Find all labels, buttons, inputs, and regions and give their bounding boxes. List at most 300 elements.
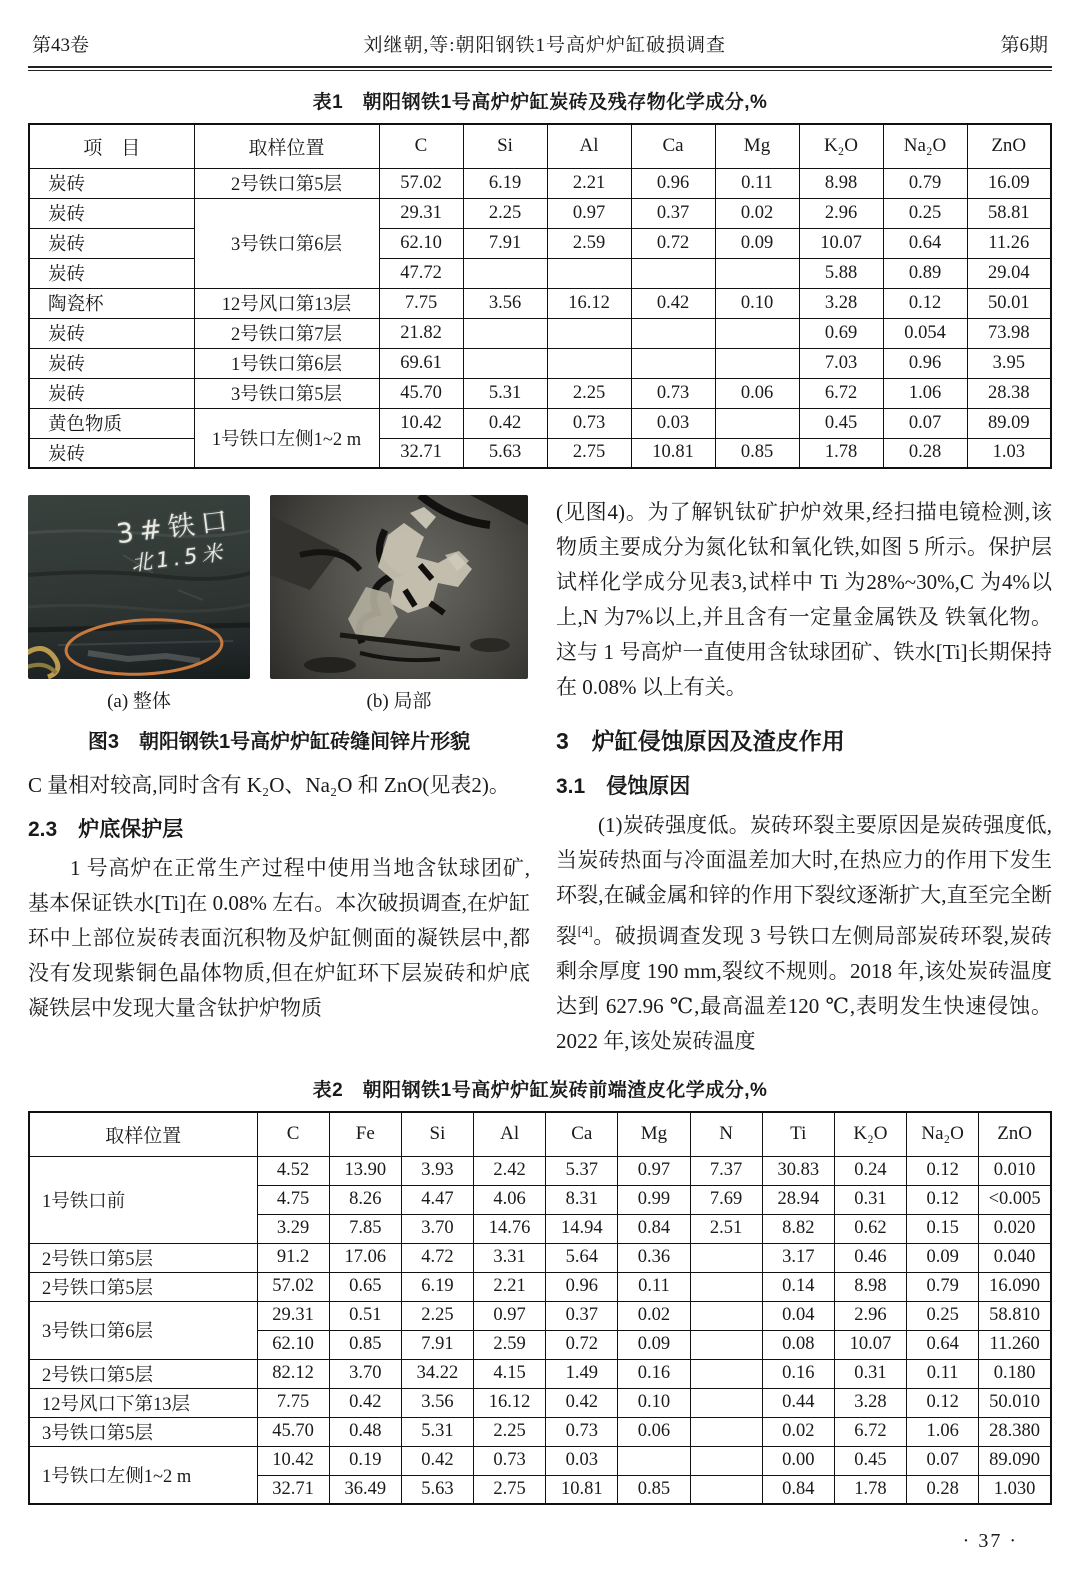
cell: 0.72 [631,228,715,258]
cell: 黄色物质 [29,408,194,438]
cell: 50.010 [979,1388,1051,1417]
column-header: Ca [546,1112,618,1156]
cell: 0.28 [907,1475,979,1504]
cell: 2.75 [474,1475,546,1504]
cell [690,1446,762,1475]
cell [547,258,631,288]
left-column [28,495,530,1059]
cell: 7.37 [690,1156,762,1185]
figure3-photo-overall [28,495,250,679]
cell: 5.63 [463,438,547,468]
cell: 0.25 [907,1301,979,1330]
cell: 0.37 [546,1301,618,1330]
column-header: K₂O [799,124,883,168]
cell [547,318,631,348]
table1-caption: 表1 朝阳钢铁1号高炉炉缸炭砖及残存物化学成分,% [312,92,768,113]
table-row [29,1417,1051,1446]
cell: 32.71 [257,1475,329,1504]
table-row [29,1243,1051,1272]
cell: 0.45 [834,1446,906,1475]
cell: 0.65 [329,1272,401,1301]
cell: 7.75 [379,288,463,318]
cell: 0.97 [474,1301,546,1330]
cell: 12号风口第13层 [194,288,379,318]
chalk-line2: 北1.5米 [130,540,228,576]
cell: 3.17 [762,1243,834,1272]
photo-b-texture [270,495,528,679]
cell: 0.10 [618,1388,690,1417]
column-header: ZnO [967,124,1051,168]
cell: 3.56 [401,1388,473,1417]
table-row [29,198,1051,228]
cell: 2.96 [834,1301,906,1330]
right-column [556,495,1052,1059]
cell: 1.49 [546,1359,618,1388]
cell: 17.06 [329,1243,401,1272]
cell: 0.31 [834,1185,906,1214]
cell [463,258,547,288]
cell: 1.78 [799,438,883,468]
cell: 0.054 [883,318,967,348]
cell: 0.89 [883,258,967,288]
cell: 0.16 [762,1359,834,1388]
cell: 2号铁口第5层 [29,1272,257,1301]
cell [690,1330,762,1359]
cell [715,348,799,378]
cell: 1.78 [834,1475,906,1504]
cell: 0.79 [907,1272,979,1301]
cell: 29.31 [379,198,463,228]
column-header: Na₂O [883,124,967,168]
cell: 0.79 [883,168,967,198]
cell: 7.69 [690,1185,762,1214]
cell: 8.82 [762,1214,834,1243]
cell: 2.25 [401,1301,473,1330]
cell: 炭砖 [29,258,194,288]
cell: 0.45 [799,408,883,438]
cell: 14.94 [546,1214,618,1243]
heading-3-1: 3.1 侵蚀原因 [556,775,691,798]
cell: 14.76 [474,1214,546,1243]
cell: 11.26 [967,228,1051,258]
cell: 0.25 [883,198,967,228]
cell: 0.42 [329,1388,401,1417]
table-row [29,1359,1051,1388]
cell: 0.11 [715,168,799,198]
table-row [29,168,1051,198]
cell: 28.380 [979,1417,1051,1446]
cell: 0.16 [618,1359,690,1388]
column-header: N [690,1112,762,1156]
cell: 1号铁口左侧1~2 m [29,1446,257,1504]
cell: 炭砖 [29,348,194,378]
cell: 3.93 [401,1156,473,1185]
table-row [29,288,1051,318]
cell: 69.61 [379,348,463,378]
right-paragraph-2 [556,808,1052,1059]
cell: 13.90 [329,1156,401,1185]
figure3-subcaptions [28,686,530,713]
cell: 5.64 [546,1243,618,1272]
cell: 2.25 [463,198,547,228]
cell: 34.22 [401,1359,473,1388]
cell [547,348,631,378]
cell: 2.51 [690,1214,762,1243]
cell: 0.12 [907,1388,979,1417]
cell: 0.09 [618,1330,690,1359]
cell [463,348,547,378]
cell: 8.31 [546,1185,618,1214]
cell: 0.08 [762,1330,834,1359]
table-row [29,1446,1051,1475]
figure3-photo-detail [270,495,528,679]
table1 [28,123,1052,469]
cell [463,318,547,348]
column-header: C [379,124,463,168]
table-row [29,228,1051,258]
cell: 1.06 [907,1417,979,1446]
right-paragraph-2-text: (1)炭砖强度低。炭砖环裂主要原因是炭砖强度低,当炭砖热面与冷面温差加大时,在热应力的作用下发生环裂,在碱金属和锌的作用下裂纹逐渐扩大,直至完全断裂 [556,813,1052,948]
cell: 57.02 [257,1272,329,1301]
column-header: Fe [329,1112,401,1156]
cell: 2.75 [547,438,631,468]
cell: 50.01 [967,288,1051,318]
cell: 0.64 [907,1330,979,1359]
cell: 0.96 [883,348,967,378]
cell: 陶瓷杯 [29,288,194,318]
cell: 0.10 [715,288,799,318]
cell [631,318,715,348]
cell: 45.70 [257,1417,329,1446]
cell: 0.11 [618,1272,690,1301]
cell: 0.62 [834,1214,906,1243]
cell: 0.84 [762,1475,834,1504]
cell: 0.48 [329,1417,401,1446]
cell: 0.44 [762,1388,834,1417]
cell: 58.810 [979,1301,1051,1330]
cell: 30.83 [762,1156,834,1185]
cell: 3.70 [329,1359,401,1388]
table-row [29,318,1051,348]
cell: 29.04 [967,258,1051,288]
cell: 0.12 [883,288,967,318]
cell: 5.63 [401,1475,473,1504]
table-row [29,378,1051,408]
page-number: · 37 · [962,1530,1018,1552]
cell: 1.06 [883,378,967,408]
cell: 2.42 [474,1156,546,1185]
cell: 0.64 [883,228,967,258]
cell: 炭砖 [29,318,194,348]
cell: 5.88 [799,258,883,288]
cell: 1.030 [979,1475,1051,1504]
cell: 0.02 [762,1417,834,1446]
table-row [29,438,1051,468]
column-header: ZnO [979,1112,1051,1156]
cell: 6.72 [799,378,883,408]
cell: 1.03 [967,438,1051,468]
cell: 0.020 [979,1214,1051,1243]
right-paragraph-1: (见图4)。为了解钒钛矿护炉效果,经扫描电镜检测,该物质主要成分为氮化钛和氧化铁,如图 5 所示。保护层试样化学成分见表3,试样中 Ti 为28%~30%,C 为4%以上,N 为7%以上,并且含有一定量金属铁及 铁氧化物。这与 1 号高炉一直使用含钛球团矿、铁水[Ti]长期保持在 0.08% 以上有关。 [556,500,1052,699]
cell: 0.12 [907,1185,979,1214]
cell: 0.73 [474,1446,546,1475]
cell: 10.07 [834,1330,906,1359]
citation-4: [4] [577,923,593,938]
cell: 2.25 [474,1417,546,1446]
cell: 11.260 [979,1330,1051,1359]
cell: 0.06 [715,378,799,408]
table2-caption: 表2 朝阳钢铁1号高炉炉缸炭砖前端渣皮化学成分,% [312,1080,768,1101]
table-row [29,1156,1051,1185]
table2 [28,1111,1052,1505]
column-header: Si [463,124,547,168]
cell: 0.31 [834,1359,906,1388]
cell: 0.03 [546,1446,618,1475]
cell: 0.42 [631,288,715,318]
cell: 6.19 [463,168,547,198]
cell: 5.37 [546,1156,618,1185]
cell: 3号铁口第5层 [194,378,379,408]
cell: 16.12 [547,288,631,318]
cell: 58.81 [967,198,1051,228]
column-header: Si [401,1112,473,1156]
cell [690,1301,762,1330]
cell: 0.28 [883,438,967,468]
cell [690,1475,762,1504]
column-header: C [257,1112,329,1156]
cell: 6.72 [834,1417,906,1446]
cell: 8.26 [329,1185,401,1214]
column-header: Ti [762,1112,834,1156]
cell [690,1243,762,1272]
cell: 7.75 [257,1388,329,1417]
cell: 0.85 [618,1475,690,1504]
cell: 29.31 [257,1301,329,1330]
cell: 7.91 [463,228,547,258]
cell: 0.97 [547,198,631,228]
heading-3: 3 炉缸侵蚀原因及渣皮作用 [556,728,845,754]
cell: 4.15 [474,1359,546,1388]
cell: 0.97 [618,1156,690,1185]
table-row [29,258,1051,288]
cell: 0.07 [907,1446,979,1475]
cell: 2.59 [474,1330,546,1359]
cell: 0.04 [762,1301,834,1330]
cell: 0.010 [979,1156,1051,1185]
cell: 10.81 [546,1475,618,1504]
cell: 0.42 [546,1388,618,1417]
cell: 0.84 [618,1214,690,1243]
column-header: Mg [715,124,799,168]
cell: 0.69 [799,318,883,348]
cell: 16.090 [979,1272,1051,1301]
cell: 0.96 [546,1272,618,1301]
cell: 3.95 [967,348,1051,378]
cell: 3号铁口第6层 [29,1301,257,1359]
cell: 3号铁口第6层 [194,198,379,288]
cell: 0.00 [762,1446,834,1475]
cell: 73.98 [967,318,1051,348]
cell: 0.03 [631,408,715,438]
column-header: Mg [618,1112,690,1156]
table2-section [28,1075,1052,1505]
header-rule [28,66,1052,71]
cell: 36.49 [329,1475,401,1504]
cell: 0.19 [329,1446,401,1475]
cell: 0.02 [618,1301,690,1330]
cell: 32.71 [379,438,463,468]
table-row [29,1272,1051,1301]
cell: 1号铁口前 [29,1156,257,1243]
cell: 12号风口下第13层 [29,1388,257,1417]
cell: 2.96 [799,198,883,228]
cell: 89.090 [979,1446,1051,1475]
column-header: 项 目 [29,124,194,168]
cell: 0.14 [762,1272,834,1301]
cell: 3.70 [401,1214,473,1243]
volume-label: 第43卷 [32,35,90,56]
cell: 0.42 [463,408,547,438]
column-header: Na₂O [907,1112,979,1156]
cell: 1号铁口左侧1~2 m [194,408,379,468]
cell: 4.47 [401,1185,473,1214]
cell: 3.29 [257,1214,329,1243]
cell: 8.98 [799,168,883,198]
cell: 28.94 [762,1185,834,1214]
cell: 28.38 [967,378,1051,408]
cell: 82.12 [257,1359,329,1388]
cell: 62.10 [379,228,463,258]
cell: 89.09 [967,408,1051,438]
cell: 3号铁口第5层 [29,1417,257,1446]
heading-2-3: 2.3 炉底保护层 [28,818,184,841]
cell [631,258,715,288]
cell: 3.28 [799,288,883,318]
cell: 2.25 [547,378,631,408]
cell: 0.24 [834,1156,906,1185]
cell: 0.73 [547,408,631,438]
cell: 7.03 [799,348,883,378]
cell: 3.56 [463,288,547,318]
chalk-line1: 3#铁口 [114,505,236,551]
cell: 2号铁口第5层 [29,1243,257,1272]
column-header: Al [547,124,631,168]
cell: 0.51 [329,1301,401,1330]
cell: 2.59 [547,228,631,258]
cell: 1号铁口第6层 [194,348,379,378]
body-columns [28,495,1052,1059]
cell: 0.06 [618,1417,690,1446]
cell: 0.02 [715,198,799,228]
cell: 7.91 [401,1330,473,1359]
cell: 91.2 [257,1243,329,1272]
cell: 57.02 [379,168,463,198]
cell: 0.46 [834,1243,906,1272]
running-head [28,30,1052,57]
cell: 62.10 [257,1330,329,1359]
cell: 10.42 [257,1446,329,1475]
cell: 0.37 [631,198,715,228]
left-paragraph-1: C 量相对较高,同时含有 K₂O、Na₂O 和 ZnO(见表2)。 [28,773,510,797]
issue-label: 第6期 [1000,35,1048,56]
cell: 炭砖 [29,438,194,468]
table-row [29,408,1051,438]
figure3-caption: 图3 朝阳钢铁1号高炉炉缸砖缝间锌片形貌 [87,731,471,753]
cell: 5.31 [401,1417,473,1446]
table-row [29,348,1051,378]
cell: 4.75 [257,1185,329,1214]
cell: <0.005 [979,1185,1051,1214]
cell [690,1359,762,1388]
cell: 0.85 [329,1330,401,1359]
cell: 0.73 [546,1417,618,1446]
column-header: 取样位置 [29,1112,257,1156]
cell [631,348,715,378]
cell: 4.52 [257,1156,329,1185]
right-paragraph-2-cont: 。破损调查发现 3 号铁口左侧局部炭砖环裂,炭砖剩余厚度 190 mm,裂纹不规则。2018 年,该处炭砖温度达到 627.96 ℃,最高温差120 ℃,表明发生快速侵蚀。2022 年,该处炭砖温度 [556,924,1053,1053]
column-header: 取样位置 [194,124,379,168]
cell: 47.72 [379,258,463,288]
cell: 2.21 [547,168,631,198]
cell: 0.07 [883,408,967,438]
cell: 0.15 [907,1214,979,1243]
cell: 0.180 [979,1359,1051,1388]
figure3-images [28,495,530,679]
cell [715,258,799,288]
cell: 6.19 [401,1272,473,1301]
cell: 2号铁口第5层 [29,1359,257,1388]
cell: 0.11 [907,1359,979,1388]
cell [690,1417,762,1446]
cell [618,1446,690,1475]
column-header: K₂O [834,1112,906,1156]
cell: 3.31 [474,1243,546,1272]
table-row [29,1388,1051,1417]
cell: 45.70 [379,378,463,408]
cell: 10.07 [799,228,883,258]
cell: 10.81 [631,438,715,468]
cell: 炭砖 [29,378,194,408]
left-paragraph-2: 1 号高炉在正常生产过程中使用当地含钛球团矿,基本保证铁水[Ti]在 0.08% 左右。本次破损调查,在炉缸环中上部位炭砖表面沉积物及炉缸侧面的凝铁层中,都没有发现紫铜色晶体物质,但在炉缸环下层炭砖和炉底凝铁层中发现大量含钛护炉物质 [28,856,530,1020]
cell: 16.12 [474,1388,546,1417]
cell: 0.040 [979,1243,1051,1272]
table-row [29,1301,1051,1330]
cell: 8.98 [834,1272,906,1301]
cell: 5.31 [463,378,547,408]
cell: 21.82 [379,318,463,348]
cell: 16.09 [967,168,1051,198]
cell: 炭砖 [29,198,194,228]
cell: 4.72 [401,1243,473,1272]
cell [690,1272,762,1301]
cell: 7.85 [329,1214,401,1243]
cell: 0.85 [715,438,799,468]
cell: 炭砖 [29,168,194,198]
subcaption-b: (b) 局部 [366,691,432,712]
cell [690,1388,762,1417]
cell: 2.21 [474,1272,546,1301]
cell: 0.09 [715,228,799,258]
cell: 0.72 [546,1330,618,1359]
cell: 0.73 [631,378,715,408]
running-title: 刘继朝,等:朝阳钢铁1号高炉炉缸破损调查 [363,35,727,56]
column-header: Ca [631,124,715,168]
subcaption-a: (a) 整体 [107,691,171,712]
cell: 3.28 [834,1388,906,1417]
cell: 0.42 [401,1446,473,1475]
cell: 炭砖 [29,228,194,258]
cell: 0.12 [907,1156,979,1185]
